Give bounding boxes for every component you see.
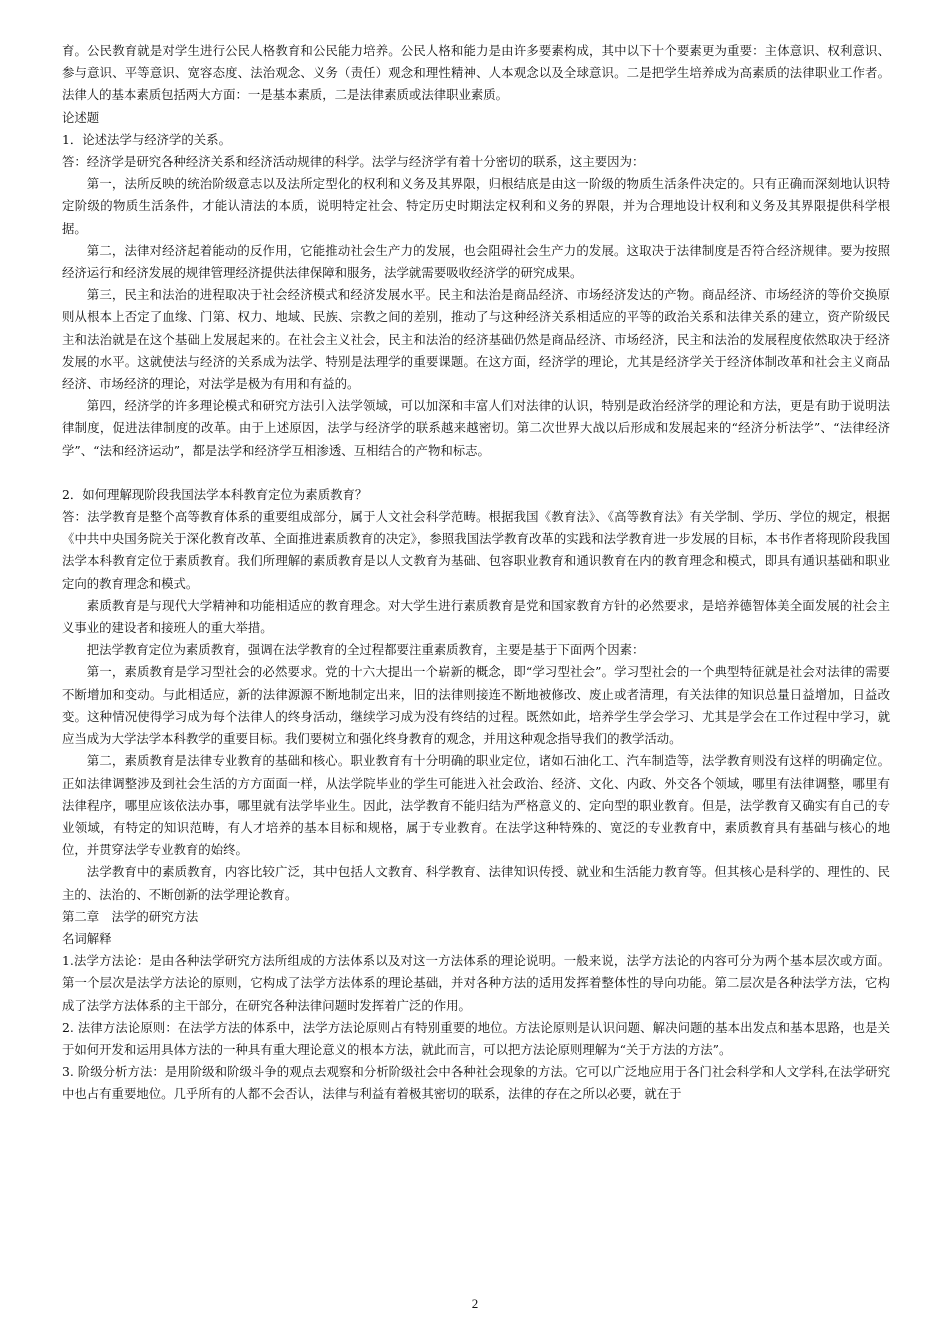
paragraph: 第一，法所反映的统治阶级意志以及法所定型化的权利和义务及其界限，归根结底是由这一阶级的物质生活条件决定的。只有正确而深刻地认识特定阶级的物质生活条件，才能认清法的本质，说明特定社会、特定历史时期法定权利和义务的界限，并为合理地设计权利和义务及其界限提供科学根据。: [62, 176, 890, 236]
question-heading: 1．论述法学与经济学的关系。: [62, 131, 231, 147]
term-definition: 3. 阶级分析方法：是用阶级和阶级斗争的观点去观察和分析阶级社会中各种社会现象的方法。它可以广泛地应用于各门社会科学和人文学科,在法学研究中也占有重要地位。几乎所有的人都不会否认，法律与利益有着极其密切的联系，法律的存在之所以必要，就在于: [62, 1064, 890, 1102]
paragraph: 第二，法律对经济起着能动的反作用，它能推动社会生产力的发展，也会阻碍社会生产力的发展。这取决于法律制度是否符合经济规律。要为按照经济运行和经济发展的规律管理经济提供法律保障和服务，法学就需要吸收经济学的研究成果。: [62, 242, 890, 281]
paragraph: 第二，素质教育是法律专业教育的基础和核心。职业教育有十分明确的职业定位，诸如石油化工、汽车制造等，法学教育则没有这样的明确定位。正如法律调整涉及到社会生活的方方面面一样，从法学院毕业的学生可能进入社会政治、经济、文化、内政、外交各个领域，哪里有法律调整，哪里有法律程序，哪里应该依法办事，哪里就有法学毕业生。因此，法学教育不能归结为严格意义的、定向型的职业教育。但是，法学教育又确实有自己的专业领域，有特定的知识范畴，有人才培养的基本目标和规格，属于专业教育。在法学这种特殊的、宽泛的专业教育中，素质教育具有基础与核心的地位，并贯穿法学专业教育的始终。: [62, 753, 890, 858]
term-definition: 2. 法律方法论原则：在法学方法的体系中，法学方法论原则占有特别重要的地位。方法论原则是认识问题、解决问题的基本出发点和基本思路，也是关于如何开发和运用具体方法的一种具有重大理论意义的根本方法，就此而言，可以把方法论原则理解为“关于方法的方法”。: [62, 1019, 890, 1057]
paragraph: 素质教育是与现代大学精神和功能相适应的教育理念。对大学生进行素质教育是党和国家教育方针的必然要求，是培养德智体美全面发展的社会主义事业的建设者和接班人的重大举措。: [62, 597, 890, 636]
term-definition: 1.法学方法论：是由各种法学研究方法所组成的方法体系以及对这一方法体系的理论说明。一般来说，法学方法论的内容可分为两个基本层次或方面。第一个层次是法学方法论的原则，它构成了法学方法体系的理论基础，并对各种方法的适用发挥着整体性的导向功能。第二层次是各种法学方法，它构成了法学方法体系的主干部分，在研究各种法律问题时发挥着广泛的作用。: [62, 953, 890, 1013]
chapter-heading: 第二章 法学的研究方法: [62, 908, 199, 924]
paragraph: 第一，素质教育是学习型社会的必然要求。党的十六大提出一个崭新的概念，即“学习型社会”。学习型社会的一个典型特征就是社会对法律的需要不断增加和变动。与此相适应，新的法律源源不断地制定出来，旧的法律则接连不断地被修改、废止或者清理，有关法律的知识总量日益增加，日益改变。这种情况使得学习成为每个法律人的终身活动，继续学习成为没有终结的过程。既然如此，培养学生学会学习、尤其是学会在工作过程中学习，就应当成为大学法学本科教学的重要目标。我们要树立和强化终身教育的观念，并用这种观念指导我们的教学活动。: [62, 664, 890, 747]
section-heading: 论述题: [62, 109, 100, 125]
page-number: 2: [471, 1296, 479, 1311]
paragraph: 第四，经济学的许多理论模式和研究方法引入法学领域，可以加深和丰富人们对法律的认识，特别是政治经济学的理论和方法，更是有助于说明法律制度，促进法律制度的改革。由于上述原因，法学与经济学的联系越来越密切。第二次世界大战以后形成和发展起来的“经济分析法学”、“法律经济学”、“法和经济运动”，都是法学和经济学互相渗透、互相结合的产物和标志。: [62, 398, 890, 458]
paragraph: 育。公民教育就是对学生进行公民人格教育和公民能力培养。公民人格和能力是由许多要素构成，其中以下十个要素更为重要：主体意识、权利意识、参与意识、平等意识、宽容态度、法治观念、义务（责任）观念和理性精神、人本观念以及全球意识。二是把学生培养成为高素质的法律职业工作者。法律人的基本素质包括两大方面：一是基本素质，二是法律素质或法律职业素质。: [62, 43, 890, 103]
question-heading: 2．如何理解现阶段我国法学本科教育定位为素质教育？: [62, 486, 368, 502]
answer-paragraph: 答：经济学是研究各种经济关系和经济活动规律的科学。法学与经济学有着十分密切的联系，这主要因为：: [62, 154, 645, 170]
section-heading: 名词解释: [62, 930, 112, 946]
blank-line: [62, 462, 890, 484]
paragraph: 第三，民主和法治的进程取决于社会经济模式和经济发展水平。民主和法治是商品经济、市场经济发达的产物。商品经济、市场经济的等价交换原则从根本上否定了血缘、门第、权力、地域、民族、宗教之间的差别，推动了与这种经济关系相适应的平等的政治关系和法律关系的建立，资产阶级民主和法治就是在这个基础上发展起来的。在社会主义社会，民主和法治的经济基础仍然是商品经济、市场经济，民主和法治的发展程度依然取决于经济发展的水平。这就使法与经济的关系成为法学、特别是法理学的重要课题。在这方面，经济学的理论，尤其是经济学关于经济体制改革和社会主义商品经济、市场经济的理论，对法学是极为有用和有益的。: [62, 287, 890, 392]
paragraph: 把法学教育定位为素质教育，强调在法学教育的全过程都要注重素质教育，主要是基于下面两个因素：: [86, 642, 645, 658]
answer-paragraph: 答：法学教育是整个高等教育体系的重要组成部分，属于人文社会科学范畴。根据我国《教育法》、《高等教育法》有关学制、学历、学位的规定，根据《中共中央国务院关于深化教育改革、全面推进素质教育的决定》，参照我国法学教育改革的实践和法学教育进一步发展的目标，本书作者将现阶段我国法学本科教育定位于素质教育。我们所理解的素质教育是以人文教育为基础、包容职业教育和通识教育在内的教育理念和模式，即具有通识基础和职业定向的教育理念和模式。: [62, 509, 890, 591]
document-page: [62, 40, 890, 1106]
paragraph: 法学教育中的素质教育，内容比较广泛，其中包括人文教育、科学教育、法律知识传授、就业和生活能力教育等。但其核心是科学的、理性的、民主的、法治的、不断创新的法学理论教育。: [62, 864, 890, 902]
